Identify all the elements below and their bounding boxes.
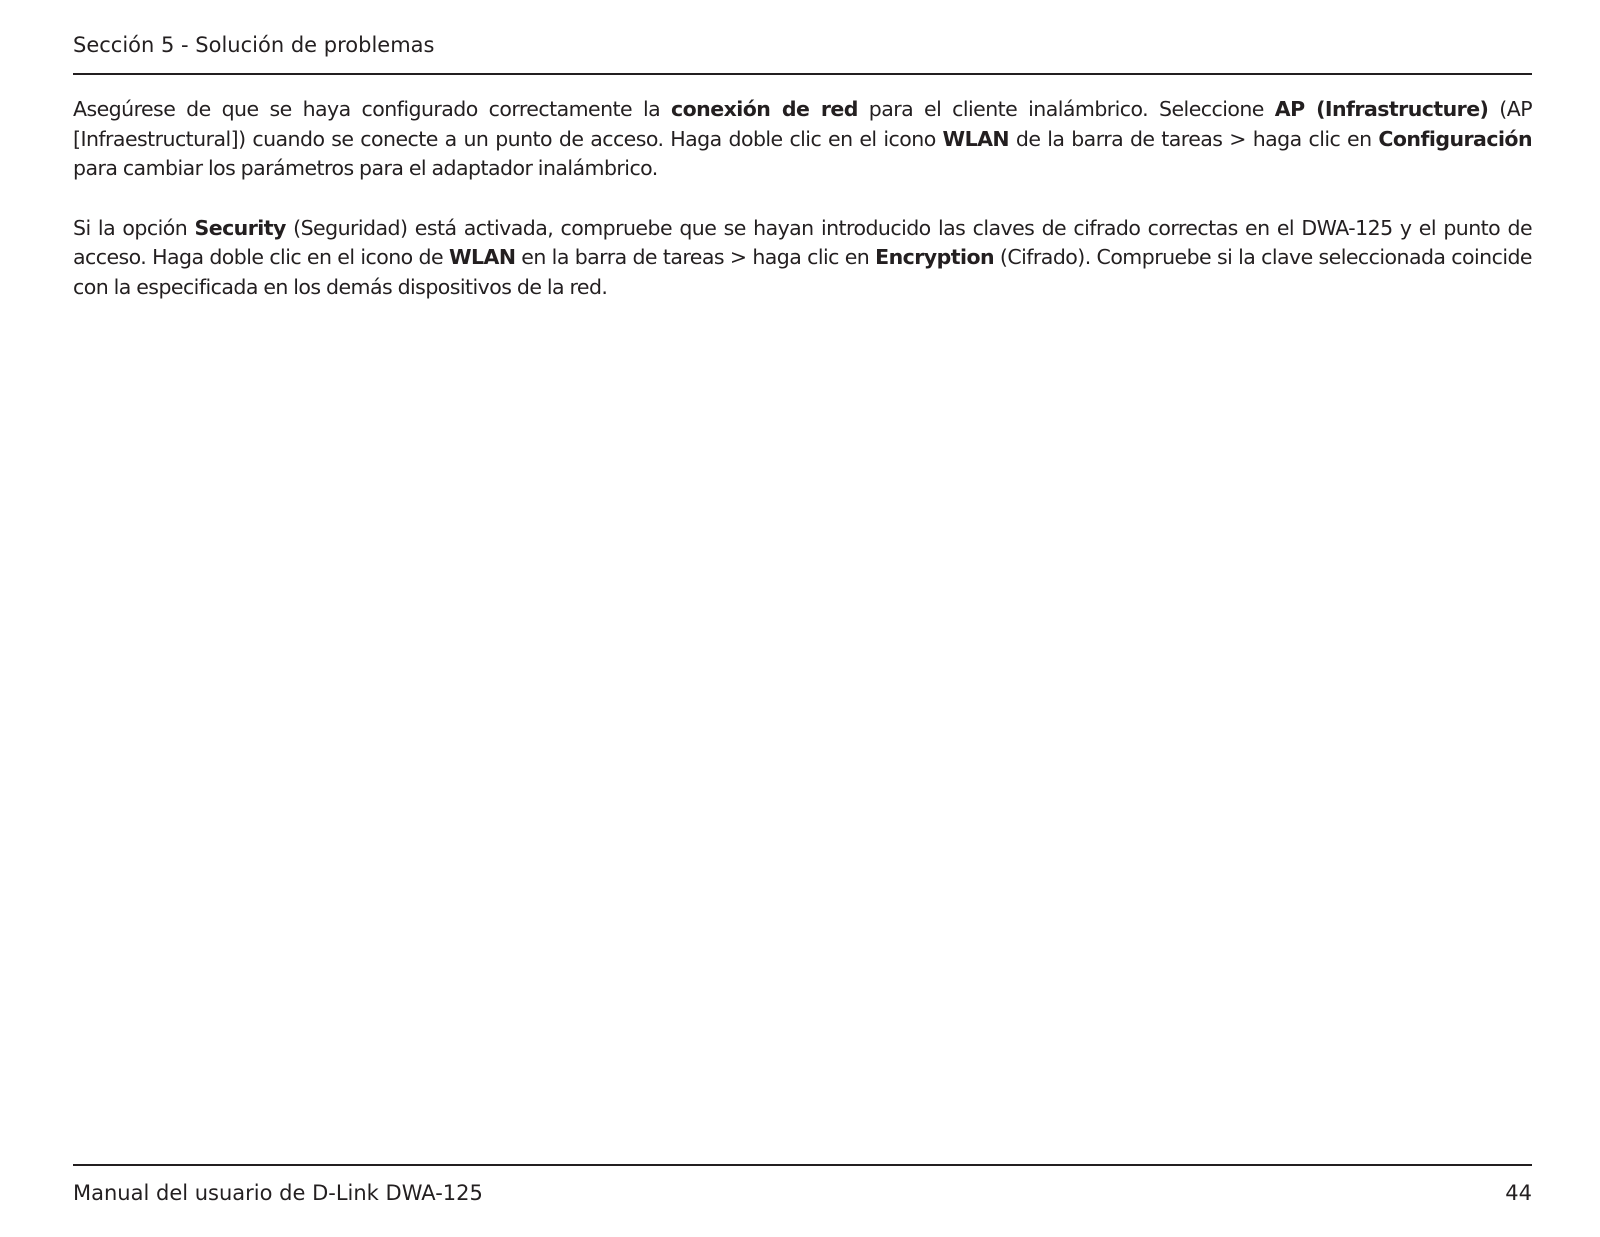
paragraph-text: Si la opción	[73, 215, 195, 240]
paragraph-text: (Seguridad) está activada, compruebe que se hayan introducido las claves de cifrado correctas en el DWA-125 y el punto de acceso. Haga doble clic en el icono de	[73, 215, 1533, 269]
section-title: Sección 5 - Solución de problemas	[73, 33, 435, 57]
bold-term-ap-infrastructure: AP (Infrastructure)	[1274, 97, 1489, 121]
paragraph-text: en la barra de tareas > haga clic en	[515, 245, 876, 269]
paragraph-text: (AP [Infraestructural]) cuando se conecte a un punto de acceso. Haga doble clic en el icono	[73, 97, 1533, 151]
paragraph-security	[73, 214, 1532, 303]
paragraph-network-connection	[73, 95, 1532, 184]
bold-term-security: Security	[194, 215, 286, 240]
paragraph-text: para cambiar los parámetros para el adaptador inalámbrico.	[73, 156, 658, 180]
paragraph-text: (Cifrado). Compruebe si la clave seleccionada coincide con la especificada en los demás dispositivos de la red.	[73, 245, 1532, 299]
paragraph-text: Asegúrese de que se haya configurado correctamente la	[73, 97, 672, 121]
page-content	[73, 95, 1532, 332]
page-header	[73, 30, 1532, 75]
bold-term-wlan: WLAN	[448, 245, 516, 269]
paragraph-text: para el cliente inalámbrico. Seleccione	[857, 97, 1275, 121]
paragraph-text: de la barra de tareas > haga clic en	[1009, 126, 1379, 151]
bold-term-network-connection: conexión de red	[671, 97, 858, 121]
page-footer	[73, 1164, 1532, 1205]
bold-term-wlan: WLAN	[942, 126, 1010, 151]
bold-term-encryption: Encryption	[875, 245, 995, 269]
manual-title: Manual del usuario de D-Link DWA-125	[73, 1181, 483, 1205]
page-number: 44	[1505, 1181, 1532, 1205]
bold-term-configuration: Configuración	[1378, 126, 1532, 151]
